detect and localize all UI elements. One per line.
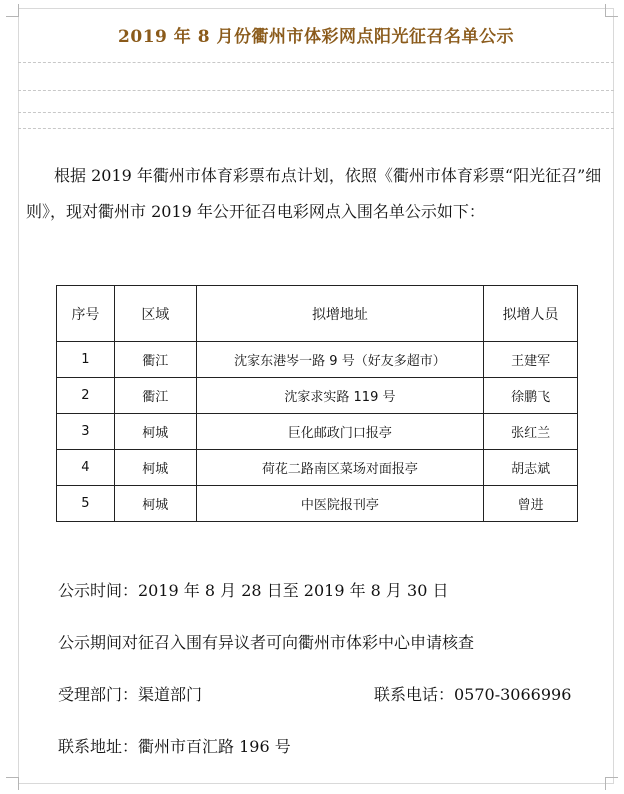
- page-corner-mark: [6, 4, 19, 17]
- document-title: 2019 年 8 月份衢州市体彩网点阳光征召名单公示: [118, 27, 514, 47]
- cell-address: 中医院报刊亭: [196, 486, 483, 522]
- cell-region: 柯城: [114, 450, 196, 486]
- cell-person: 曾进: [484, 486, 578, 522]
- empty-line-divider: [18, 90, 614, 91]
- page-corner-mark: [6, 777, 19, 790]
- page-corner-mark: [605, 777, 618, 790]
- page-corner-mark: [605, 4, 618, 17]
- table-row: [57, 450, 578, 486]
- roster-table: [56, 285, 578, 522]
- cell-person: 胡志斌: [484, 450, 578, 486]
- intro-paragraph: 根据 2019 年衢州市体育彩票布点计划，依照《衢州市体育彩票“阳光征召”细则》，现对衢州市 2019 年公开征召电彩网点入围名单公示如下：: [26, 166, 602, 221]
- cell-index: 3: [57, 414, 115, 450]
- table-row: [57, 378, 578, 414]
- header-address: 拟增地址: [196, 286, 483, 342]
- cell-address: 荷花二路南区菜场对面报亭: [196, 450, 483, 486]
- cell-region: 衢江: [114, 378, 196, 414]
- cell-person: 徐鹏飞: [484, 378, 578, 414]
- empty-line-divider: [18, 62, 614, 63]
- notice-period: 公示时间：2019 年 8 月 28 日至 2019 年 8 月 30 日: [58, 581, 449, 600]
- table-header-row: [57, 286, 578, 342]
- cell-index: 4: [57, 450, 115, 486]
- contact-address: 联系地址：衢州市百汇路 196 号: [58, 737, 291, 756]
- cell-index: 5: [57, 486, 115, 522]
- table-row: [57, 486, 578, 522]
- cell-address: 巨化邮政门口报亭: [196, 414, 483, 450]
- cell-person: 王建军: [484, 342, 578, 378]
- objection-note: 公示期间对征召入围有异议者可向衢州市体彩中心申请核查: [58, 633, 475, 652]
- cell-address: 沈家东港岑一路 9 号（好友多超市）: [196, 342, 483, 378]
- cell-region: 柯城: [114, 414, 196, 450]
- table-row: [57, 414, 578, 450]
- cell-index: 1: [57, 342, 115, 378]
- accepting-department: 受理部门：渠道部门: [58, 685, 203, 704]
- cell-region: 柯城: [114, 486, 196, 522]
- table-row: [57, 342, 578, 378]
- header-index: 序号: [57, 286, 115, 342]
- header-region: 区域: [114, 286, 196, 342]
- contact-phone: 联系电话：0570-3066996: [374, 685, 572, 704]
- cell-index: 2: [57, 378, 115, 414]
- header-person: 拟增人员: [484, 286, 578, 342]
- cell-address: 沈家求实路 119 号: [196, 378, 483, 414]
- empty-line-divider: [18, 112, 614, 113]
- cell-person: 张红兰: [484, 414, 578, 450]
- cell-region: 衢江: [114, 342, 196, 378]
- empty-line-divider: [18, 128, 614, 129]
